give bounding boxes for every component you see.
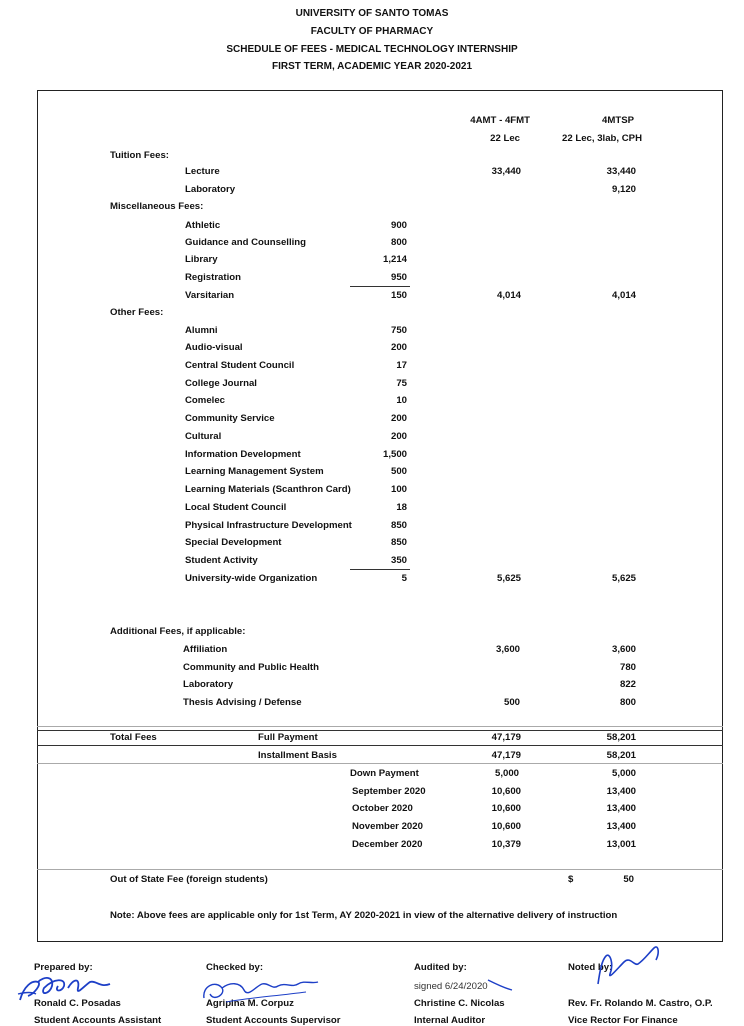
- out-of-state-rule: [37, 869, 723, 870]
- schedule-col1: 5,000: [494, 768, 519, 779]
- additional-item-col2: 800: [619, 697, 636, 708]
- misc-item-amount: 1,214: [382, 254, 407, 265]
- prepared-by-role: Prepared by:: [34, 962, 93, 973]
- noted-by-name: Rev. Fr. Rolando M. Castro, O.P.: [568, 998, 713, 1009]
- tuition-lecture-col2: 33,440: [606, 166, 636, 177]
- other-item-label: Special Development: [185, 537, 282, 548]
- schedule-col1: 10,600: [491, 786, 521, 797]
- other-item-amount: 5: [401, 573, 407, 584]
- tuition-laboratory-col2: 9,120: [611, 184, 636, 195]
- additional-item-label: Laboratory: [183, 679, 234, 690]
- checked-by-title: Student Accounts Supervisor: [206, 1015, 341, 1026]
- additional-item-col1: 3,600: [495, 644, 520, 655]
- additional-item-col2: 780: [619, 662, 636, 673]
- other-item-amount: 850: [390, 520, 407, 531]
- other-subtotal-rule: [350, 569, 410, 570]
- misc-item-label: Varsitarian: [185, 290, 235, 301]
- other-item-amount: 200: [390, 431, 407, 442]
- full-payment-col2: 58,201: [606, 732, 636, 743]
- other-item-label: University-wide Organization: [185, 573, 318, 584]
- other-item-label: Local Student Council: [185, 502, 287, 513]
- audited-by-role: Audited by:: [414, 962, 467, 973]
- other-item-label: Student Activity: [185, 555, 258, 566]
- additional-item-label: Community and Public Health: [183, 662, 319, 673]
- signature-castro: [588, 940, 668, 990]
- totals-top-rule: [37, 726, 723, 727]
- other-item-amount: 17: [396, 360, 407, 371]
- installment-rule: [37, 763, 723, 764]
- fee-table-frame: [37, 90, 723, 942]
- additional-item-col2: 822: [619, 679, 636, 690]
- misc-item-amount: 950: [390, 272, 407, 283]
- misc-total-col1: 4,014: [496, 290, 521, 301]
- prepared-by-name: Ronald C. Posadas: [34, 998, 121, 1009]
- other-label: Other Fees:: [110, 307, 164, 318]
- other-item-amount: 75: [396, 378, 407, 389]
- university-name: UNIVERSITY OF SANTO TOMAS: [295, 8, 449, 19]
- term-title: FIRST TERM, ACADEMIC YEAR 2020-2021: [271, 61, 473, 72]
- misc-subtotal-rule: [350, 286, 410, 287]
- col2-title: 4MTSP: [602, 115, 634, 126]
- out-of-state-currency: $: [568, 874, 574, 885]
- other-item-label: Comelec: [185, 395, 225, 406]
- schedule-col1: 10,600: [491, 803, 521, 814]
- audited-signed-note: signed 6/24/2020: [414, 981, 488, 992]
- installment-col1: 47,179: [491, 750, 521, 761]
- misc-item-label: Guidance and Counselling: [185, 237, 306, 248]
- other-item-amount: 850: [390, 537, 407, 548]
- prepared-by-title: Student Accounts Assistant: [34, 1015, 162, 1026]
- other-item-amount: 500: [390, 466, 407, 477]
- noted-by-role: Noted by:: [568, 962, 613, 973]
- other-item-amount: 1,500: [382, 449, 407, 460]
- col1-title: 4AMT - 4FMT: [470, 115, 530, 126]
- other-item-amount: 100: [390, 484, 407, 495]
- other-item-amount: 18: [396, 502, 407, 513]
- additional-item-label: Affiliation: [183, 644, 228, 655]
- tuition-laboratory-label: Laboratory: [185, 184, 236, 195]
- other-item-label: Learning Management System: [185, 466, 324, 477]
- out-of-state-amount: 50: [623, 874, 634, 885]
- other-item-amount: 200: [390, 413, 407, 424]
- out-of-state-label: Out of State Fee (foreign students): [110, 874, 268, 885]
- additional-label: Additional Fees, if applicable:: [110, 626, 246, 637]
- total-fees-label: Total Fees: [110, 732, 157, 743]
- other-item-label: Community Service: [185, 413, 275, 424]
- other-item-label: Information Development: [185, 449, 301, 460]
- misc-item-amount: 150: [390, 290, 407, 301]
- schedule-label: November 2020: [352, 821, 423, 832]
- signature-corpuz: [196, 976, 326, 1006]
- misc-item-amount: 900: [390, 220, 407, 231]
- other-item-label: Central Student Council: [185, 360, 295, 371]
- schedule-label: October 2020: [352, 803, 413, 814]
- totals-mid-rule: [37, 745, 723, 746]
- tuition-lecture-col1: 33,440: [491, 166, 521, 177]
- schedule-col2: 13,400: [606, 786, 636, 797]
- schedule-label: September 2020: [352, 786, 426, 797]
- checked-by-name: Agripina M. Corpuz: [206, 998, 294, 1009]
- misc-item-amount: 800: [390, 237, 407, 248]
- signature-nicolas: [486, 974, 516, 994]
- signature-posadas: [14, 972, 124, 1006]
- misc-item-label: Athletic: [185, 220, 221, 231]
- other-item-label: Learning Materials (Scanthron Card): [185, 484, 351, 495]
- audited-by-name: Christine C. Nicolas: [414, 998, 505, 1009]
- note-text: Note: Above fees are applicable only for 1st Term, AY 2020-2021 in view of the alternative delivery of instruction: [110, 910, 618, 921]
- additional-item-col1: 500: [503, 697, 520, 708]
- schedule-label: December 2020: [352, 839, 423, 850]
- tuition-label: Tuition Fees:: [110, 150, 169, 161]
- faculty-name: FACULTY OF PHARMACY: [310, 26, 434, 37]
- misc-item-label: Library: [185, 254, 218, 265]
- tuition-lecture-label: Lecture: [185, 166, 220, 177]
- other-item-amount: 200: [390, 342, 407, 353]
- other-item-amount: 750: [390, 325, 407, 336]
- misc-total-col2: 4,014: [611, 290, 636, 301]
- noted-by-title: Vice Rector For Finance: [568, 1015, 678, 1026]
- misc-item-label: Registration: [185, 272, 241, 283]
- other-item-label: Audio-visual: [185, 342, 243, 353]
- other-item-amount: 350: [390, 555, 407, 566]
- other-item-label: College Journal: [185, 378, 257, 389]
- totals-top-rule-2: [37, 730, 723, 731]
- schedule-col2: 5,000: [611, 768, 636, 779]
- other-item-label: Cultural: [185, 431, 222, 442]
- col2-sub: 22 Lec, 3lab, CPH: [562, 133, 642, 144]
- schedule-col2: 13,400: [606, 803, 636, 814]
- other-total-col2: 5,625: [611, 573, 636, 584]
- full-payment-col1: 47,179: [491, 732, 521, 743]
- other-item-label: Physical Infrastructure Development: [185, 520, 352, 531]
- schedule-title: SCHEDULE OF FEES - MEDICAL TECHNOLOGY INTERNSHIP: [226, 44, 518, 55]
- schedule-col1: 10,379: [491, 839, 521, 850]
- installment-label: Installment Basis: [258, 750, 337, 761]
- audited-by-title: Internal Auditor: [414, 1015, 486, 1026]
- full-payment-label: Full Payment: [258, 732, 318, 743]
- schedule-col1: 10,600: [491, 821, 521, 832]
- checked-by-role: Checked by:: [206, 962, 264, 973]
- schedule-col2: 13,400: [606, 821, 636, 832]
- other-item-label: Alumni: [185, 325, 218, 336]
- schedule-col2: 13,001: [606, 839, 636, 850]
- installment-col2: 58,201: [606, 750, 636, 761]
- other-item-amount: 10: [396, 395, 407, 406]
- col1-sub: 22 Lec: [490, 133, 520, 144]
- additional-item-label: Thesis Advising / Defense: [183, 697, 302, 708]
- additional-item-col2: 3,600: [611, 644, 636, 655]
- schedule-label: Down Payment: [350, 768, 419, 779]
- misc-label: Miscellaneous Fees:: [110, 201, 204, 212]
- other-total-col1: 5,625: [496, 573, 521, 584]
